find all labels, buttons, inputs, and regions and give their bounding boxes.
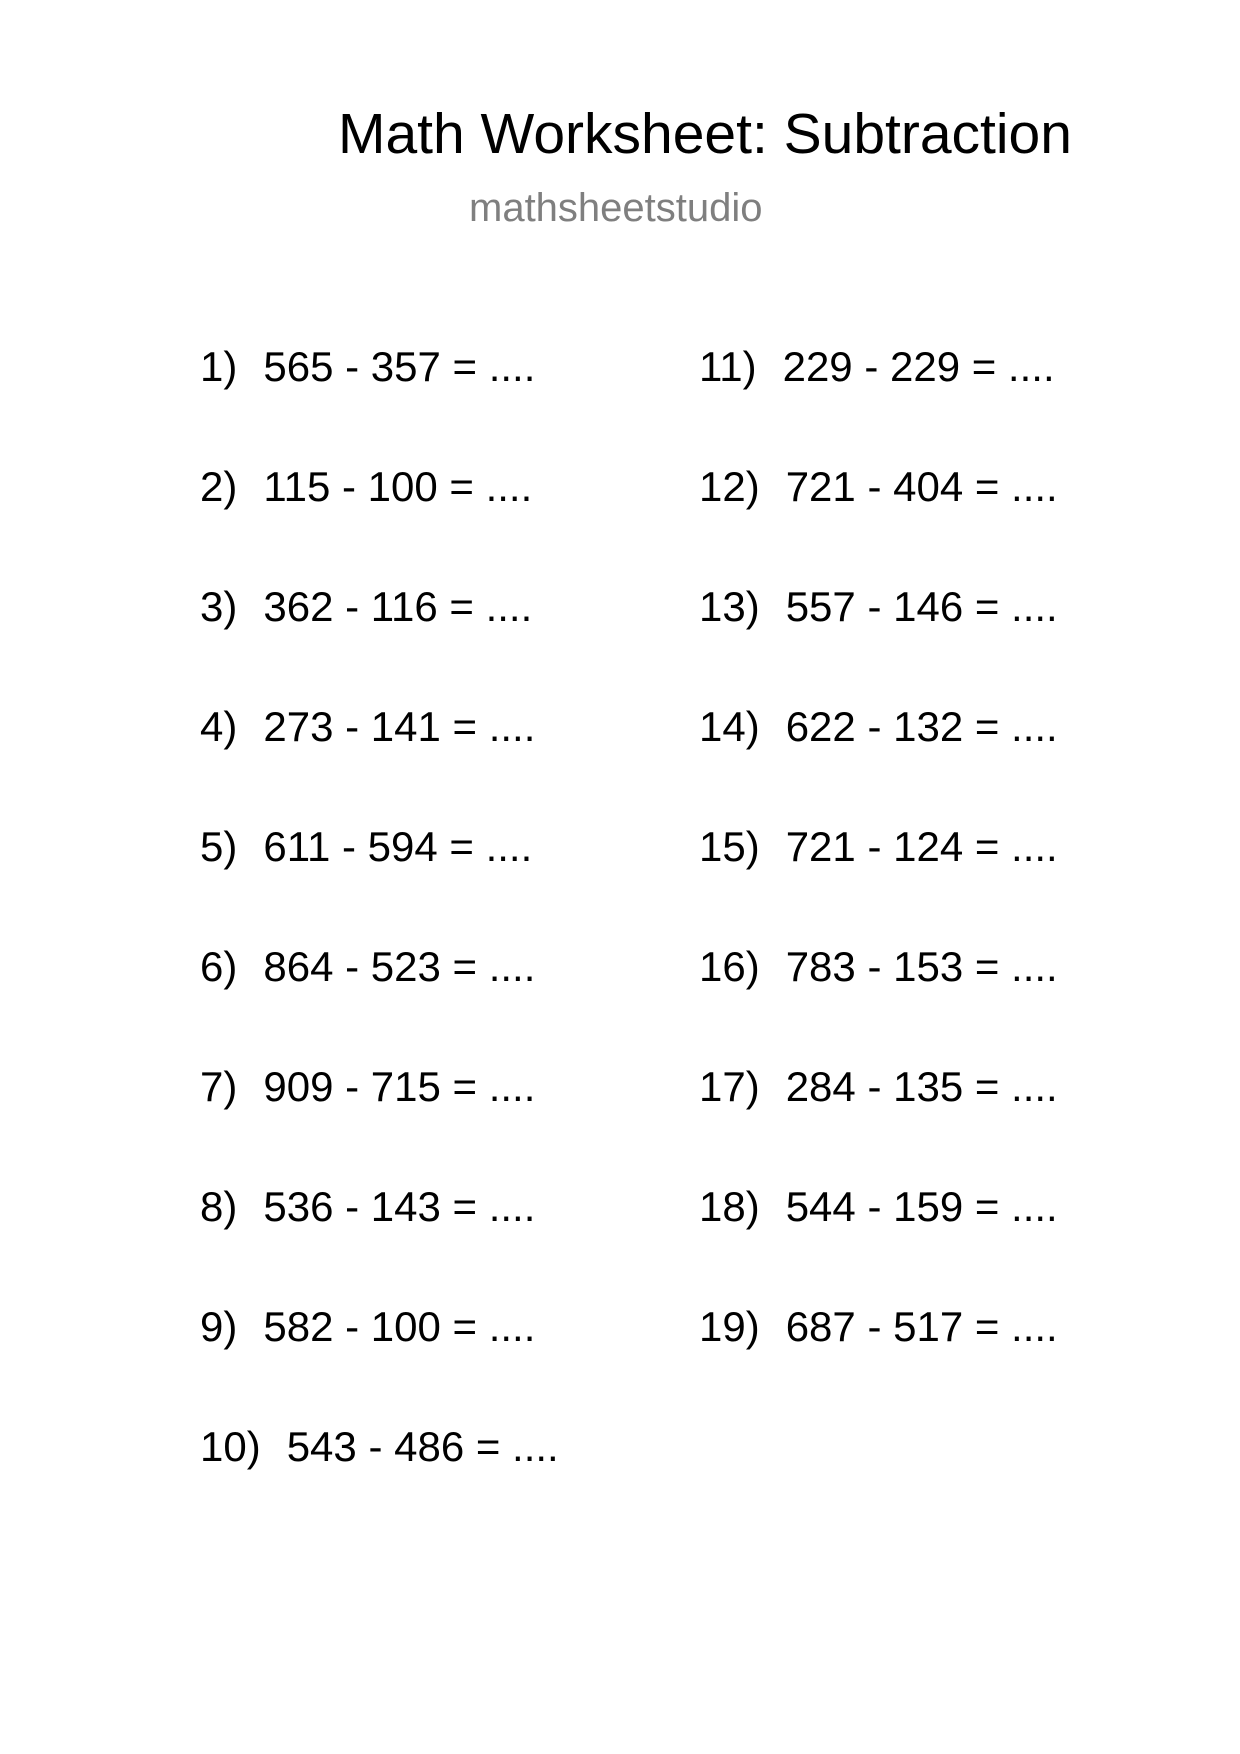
problem-expression: 565 - 357 = bbox=[263, 343, 478, 390]
problem-item bbox=[699, 460, 1058, 580]
problem-item bbox=[200, 820, 559, 940]
problem-number: 16) bbox=[699, 943, 760, 990]
answer-blank: .... bbox=[996, 343, 1055, 390]
problem-number: 3) bbox=[200, 583, 238, 630]
problem-expression: 721 - 124 = bbox=[785, 823, 1000, 870]
problem-expression: 284 - 135 = bbox=[785, 1063, 1000, 1110]
problem-number: 18) bbox=[699, 1183, 760, 1230]
answer-blank: .... bbox=[999, 823, 1058, 870]
answer-blank: .... bbox=[999, 1303, 1058, 1350]
problem-item bbox=[200, 460, 559, 580]
problem-expression: 909 - 715 = bbox=[263, 1063, 478, 1110]
problem-item bbox=[200, 700, 559, 820]
answer-blank: .... bbox=[999, 703, 1058, 750]
answer-blank: .... bbox=[500, 1423, 559, 1470]
problem-number: 17) bbox=[699, 1063, 760, 1110]
problem-expression: 557 - 146 = bbox=[785, 583, 1000, 630]
problem-item bbox=[699, 1060, 1058, 1180]
answer-blank: .... bbox=[477, 1063, 536, 1110]
problem-number: 11) bbox=[699, 343, 757, 390]
problem-item bbox=[699, 580, 1058, 700]
problem-item bbox=[699, 340, 1058, 460]
problem-item bbox=[200, 1420, 559, 1540]
problem-item bbox=[699, 940, 1058, 1060]
problem-expression: 229 - 229 = bbox=[782, 343, 997, 390]
problem-item bbox=[200, 340, 559, 460]
problem-number: 4) bbox=[200, 703, 238, 750]
problem-number: 15) bbox=[699, 823, 760, 870]
answer-blank: .... bbox=[999, 943, 1058, 990]
problem-number: 19) bbox=[699, 1303, 760, 1350]
worksheet-subtitle: mathsheetstudio bbox=[469, 186, 763, 230]
problem-item bbox=[200, 1180, 559, 1300]
answer-blank: .... bbox=[473, 583, 533, 630]
problem-item bbox=[200, 940, 559, 1060]
problem-expression: 544 - 159 = bbox=[785, 1183, 1000, 1230]
answer-blank: .... bbox=[999, 1063, 1058, 1110]
problem-item bbox=[699, 700, 1058, 820]
problem-number: 1) bbox=[200, 343, 238, 390]
answer-blank: .... bbox=[999, 583, 1058, 630]
problem-column-left bbox=[200, 340, 559, 1540]
problem-expression: 536 - 143 = bbox=[263, 1183, 478, 1230]
problem-expression: 273 - 141 = bbox=[263, 703, 478, 750]
problem-expression: 783 - 153 = bbox=[785, 943, 1000, 990]
problem-expression: 622 - 132 = bbox=[785, 703, 1000, 750]
answer-blank: .... bbox=[477, 703, 536, 750]
problem-number: 7) bbox=[200, 1063, 238, 1110]
problem-item bbox=[699, 820, 1058, 940]
problem-list bbox=[200, 340, 1100, 1520]
problem-item bbox=[699, 1300, 1058, 1420]
answer-blank: .... bbox=[477, 943, 536, 990]
problem-column-right bbox=[699, 340, 1058, 1420]
problem-item bbox=[200, 1060, 559, 1180]
problem-expression: 687 - 517 = bbox=[785, 1303, 1000, 1350]
answer-blank: .... bbox=[477, 1303, 536, 1350]
answer-blank: .... bbox=[999, 1183, 1058, 1230]
answer-blank: .... bbox=[477, 1183, 536, 1230]
problem-number: 2) bbox=[200, 463, 238, 510]
problem-expression: 543 - 486 = bbox=[286, 1423, 501, 1470]
problem-number: 8) bbox=[200, 1183, 238, 1230]
problem-number: 12) bbox=[699, 463, 760, 510]
worksheet-title: Math Worksheet: Subtraction bbox=[338, 102, 1072, 166]
problem-expression: 721 - 404 = bbox=[785, 463, 1000, 510]
problem-expression: 582 - 100 = bbox=[263, 1303, 478, 1350]
problem-number: 13) bbox=[699, 583, 760, 630]
problem-number: 5) bbox=[200, 823, 238, 870]
problem-number: 14) bbox=[699, 703, 760, 750]
answer-blank: .... bbox=[473, 463, 533, 510]
problem-item bbox=[699, 1180, 1058, 1300]
problem-expression: 362 - 116 = bbox=[263, 583, 474, 630]
problem-number: 10) bbox=[200, 1423, 261, 1470]
problem-number: 6) bbox=[200, 943, 238, 990]
answer-blank: .... bbox=[473, 823, 533, 870]
problem-expression: 115 - 100 = bbox=[263, 463, 474, 510]
problem-number: 9) bbox=[200, 1303, 238, 1350]
problem-expression: 864 - 523 = bbox=[263, 943, 478, 990]
problem-item bbox=[200, 1300, 559, 1420]
problem-item bbox=[200, 580, 559, 700]
problem-expression: 611 - 594 = bbox=[263, 823, 474, 870]
answer-blank: .... bbox=[999, 463, 1058, 510]
answer-blank: .... bbox=[477, 343, 536, 390]
